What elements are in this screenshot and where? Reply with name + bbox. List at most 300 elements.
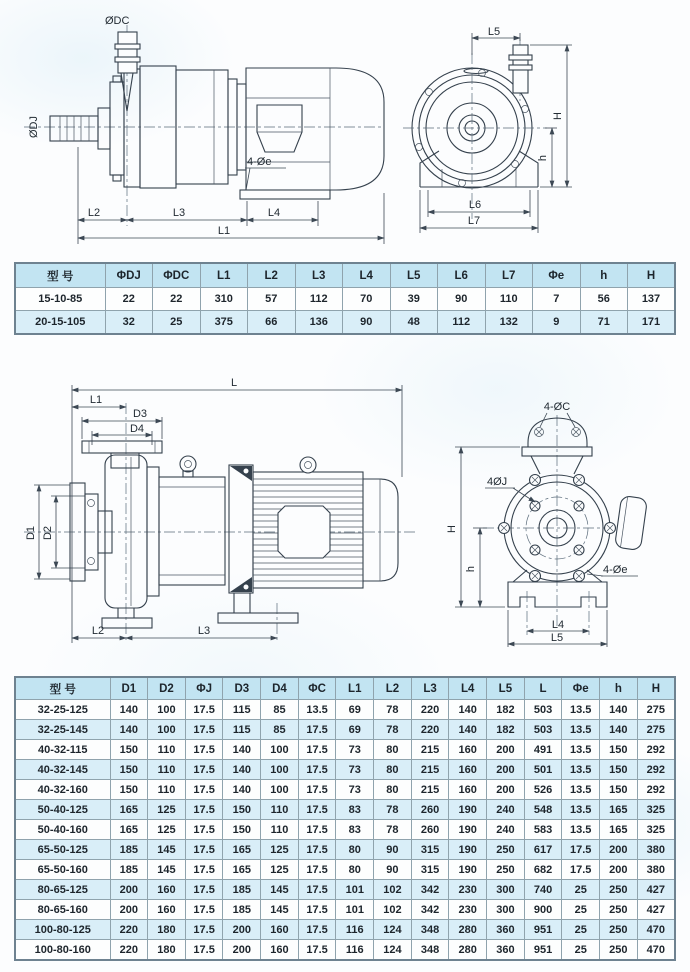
column-header: L7	[485, 263, 533, 288]
column-header: L2	[248, 263, 296, 288]
column-header: L1	[336, 677, 374, 700]
column-header: L2	[374, 677, 412, 700]
value-cell: 200	[487, 740, 525, 760]
value-cell: 250	[600, 880, 638, 900]
value-cell: 220	[110, 940, 148, 961]
value-cell: 150	[110, 780, 148, 800]
value-cell: 150	[110, 760, 148, 780]
value-cell: 145	[148, 840, 186, 860]
value-cell: 17.5	[185, 920, 223, 940]
value-cell: 215	[411, 760, 449, 780]
value-cell: 171	[628, 311, 676, 335]
value-cell: 13.5	[562, 820, 600, 840]
value-cell: 548	[524, 800, 562, 820]
dim-l4-label: L4	[267, 207, 281, 219]
value-cell: 73	[336, 760, 374, 780]
model-cell: 100-80-160	[15, 940, 110, 961]
value-cell: 342	[411, 880, 449, 900]
hub-holes-label: 4ØJ	[487, 476, 508, 488]
value-cell: 300	[487, 880, 525, 900]
model-cell: 32-25-125	[15, 700, 110, 720]
value-cell: 240	[487, 800, 525, 820]
value-cell: 900	[524, 900, 562, 920]
value-cell: 25	[562, 900, 600, 920]
flange-bolt-holes	[535, 428, 581, 437]
value-cell: 17.5	[185, 860, 223, 880]
lifting-eye-bolt	[180, 456, 196, 472]
value-cell: 427	[637, 880, 675, 900]
model-cell: 32-25-145	[15, 720, 110, 740]
value-cell: 220	[110, 920, 148, 940]
value-cell: 140	[110, 700, 148, 720]
value-cell: 13.5	[562, 760, 600, 780]
value-cell: 100	[261, 740, 299, 760]
table-row	[15, 700, 675, 720]
value-cell: 17.5	[298, 780, 336, 800]
value-cell: 150	[600, 780, 638, 800]
value-cell: 100	[148, 700, 186, 720]
column-header: D2	[148, 677, 186, 700]
value-cell: 501	[524, 760, 562, 780]
value-cell: 342	[411, 900, 449, 920]
value-cell: 190	[449, 820, 487, 840]
value-cell: 280	[449, 920, 487, 940]
pump-foot	[102, 618, 152, 628]
dim-l6-label: L6	[468, 199, 482, 211]
value-cell: 145	[148, 860, 186, 880]
header-row	[15, 677, 675, 700]
value-cell: 25	[153, 311, 201, 335]
dim-l-label: L	[230, 377, 238, 389]
value-cell: 250	[600, 900, 638, 920]
value-cell: 78	[374, 820, 412, 840]
value-cell: 112	[295, 288, 343, 311]
value-cell: 70	[343, 288, 391, 311]
value-cell: 73	[336, 780, 374, 800]
large-pump-side-view-drawing	[10, 375, 430, 655]
value-cell: 200	[487, 780, 525, 800]
value-cell: 140	[600, 700, 638, 720]
value-cell: 71	[580, 311, 628, 335]
value-cell: 17.5	[185, 840, 223, 860]
value-cell: 83	[336, 800, 374, 820]
value-cell: 165	[223, 840, 261, 860]
value-cell: 260	[411, 820, 449, 840]
value-cell: 56	[580, 288, 628, 311]
value-cell: 200	[487, 760, 525, 780]
value-cell: 150	[600, 760, 638, 780]
column-header: L3	[295, 263, 343, 288]
column-header: H	[628, 263, 676, 288]
model-cell: 100-80-125	[15, 920, 110, 940]
motor-nameplate	[278, 506, 330, 558]
value-cell: 80	[336, 840, 374, 860]
table-row	[15, 920, 675, 940]
value-cell: 73	[336, 740, 374, 760]
value-cell: 32	[105, 311, 153, 335]
column-header: D3	[223, 677, 261, 700]
value-cell: 115	[223, 720, 261, 740]
dim-d3-label: D3	[132, 408, 148, 420]
value-cell: 182	[487, 720, 525, 740]
column-header: L4	[449, 677, 487, 700]
small-pump-dimension-table	[14, 262, 676, 335]
value-cell: 17.5	[185, 700, 223, 720]
value-cell: 182	[487, 700, 525, 720]
value-cell: 17.5	[298, 920, 336, 940]
column-header: L4	[343, 263, 391, 288]
dim-l5-label: L5	[487, 26, 501, 38]
value-cell: 185	[110, 840, 148, 860]
discharge-dome	[528, 418, 587, 447]
motor-eye-bolt	[300, 457, 316, 473]
value-cell: 25	[562, 880, 600, 900]
value-cell: 160	[261, 940, 299, 961]
value-cell: 682	[524, 860, 562, 880]
value-cell: 80	[374, 740, 412, 760]
table-row	[15, 740, 675, 760]
value-cell: 951	[524, 920, 562, 940]
value-cell: 165	[223, 860, 261, 880]
value-cell: 100	[261, 760, 299, 780]
model-cell: 40-32-145	[15, 760, 110, 780]
value-cell: 165	[600, 800, 638, 820]
small-pump-front-view-drawing	[395, 5, 675, 255]
value-cell: 22	[105, 288, 153, 311]
phi-dj-label: ØDJ	[28, 116, 40, 138]
large-pump-dimension-table	[14, 676, 676, 961]
mounting-foot	[240, 190, 330, 199]
table-row	[15, 840, 675, 860]
value-cell: 17.5	[298, 880, 336, 900]
motor-foot	[218, 613, 298, 623]
value-cell: 17.5	[185, 880, 223, 900]
value-cell: 526	[524, 780, 562, 800]
value-cell: 39	[390, 288, 438, 311]
column-header: h	[580, 263, 628, 288]
dim-l4-label: L4	[551, 619, 565, 631]
value-cell: 25	[562, 920, 600, 940]
motor-body	[246, 68, 384, 190]
column-header: D1	[110, 677, 148, 700]
value-cell: 180	[148, 940, 186, 961]
value-cell: 100	[261, 780, 299, 800]
value-cell: 292	[637, 760, 675, 780]
value-cell: 250	[600, 940, 638, 961]
model-cell: 50-40-125	[15, 800, 110, 820]
column-header: 型 号	[15, 677, 110, 700]
value-cell: 292	[637, 780, 675, 800]
value-cell: 617	[524, 840, 562, 860]
value-cell: 140	[110, 720, 148, 740]
value-cell: 85	[261, 700, 299, 720]
discharge-pipe	[118, 32, 137, 73]
value-cell: 17.5	[185, 900, 223, 920]
value-cell: 66	[248, 311, 296, 335]
value-cell: 215	[411, 780, 449, 800]
table-row	[15, 800, 675, 820]
table-row	[15, 288, 675, 311]
model-cell: 65-50-125	[15, 840, 110, 860]
table-row	[15, 940, 675, 961]
value-cell: 25	[562, 940, 600, 961]
value-cell: 200	[110, 900, 148, 920]
value-cell: 13.5	[562, 740, 600, 760]
column-header: L5	[487, 677, 525, 700]
value-cell: 100	[148, 720, 186, 740]
column-header: Φe	[533, 263, 581, 288]
column-header: L1	[200, 263, 248, 288]
value-cell: 315	[411, 840, 449, 860]
value-cell: 230	[449, 880, 487, 900]
dim-h-base-label: h	[537, 154, 549, 162]
value-cell: 116	[336, 920, 374, 940]
value-cell: 102	[374, 880, 412, 900]
flange-holes-label: 4-ØC	[543, 401, 571, 413]
model-cell: 50-40-160	[15, 820, 110, 840]
value-cell: 190	[449, 860, 487, 880]
value-cell: 83	[336, 820, 374, 840]
value-cell: 124	[374, 940, 412, 961]
value-cell: 140	[223, 760, 261, 780]
value-cell: 491	[524, 740, 562, 760]
value-cell: 325	[637, 800, 675, 820]
value-cell: 190	[449, 840, 487, 860]
dim-l3-label: L3	[197, 625, 211, 637]
value-cell: 17.5	[185, 780, 223, 800]
value-cell: 200	[600, 840, 638, 860]
value-cell: 348	[411, 920, 449, 940]
table-row	[15, 880, 675, 900]
dim-d4-label: D4	[129, 423, 145, 435]
value-cell: 17.5	[562, 840, 600, 860]
value-cell: 180	[148, 920, 186, 940]
value-cell: 7	[533, 288, 581, 311]
model-cell: 80-65-125	[15, 880, 110, 900]
value-cell: 275	[637, 700, 675, 720]
value-cell: 360	[487, 940, 525, 961]
value-cell: 78	[374, 720, 412, 740]
value-cell: 115	[223, 700, 261, 720]
value-cell: 90	[343, 311, 391, 335]
table-row	[15, 780, 675, 800]
value-cell: 17.5	[298, 860, 336, 880]
value-cell: 375	[200, 311, 248, 335]
value-cell: 78	[374, 700, 412, 720]
value-cell: 200	[110, 880, 148, 900]
value-cell: 125	[148, 820, 186, 840]
value-cell: 160	[449, 740, 487, 760]
value-cell: 9	[533, 311, 581, 335]
dim-l5-label: L5	[550, 632, 564, 644]
value-cell: 124	[374, 920, 412, 940]
value-cell: 310	[200, 288, 248, 311]
model-cell: 80-65-160	[15, 900, 110, 920]
dim-d2-label: D2	[42, 525, 54, 541]
value-cell: 17.5	[298, 740, 336, 760]
value-cell: 13.5	[298, 700, 336, 720]
value-cell: 150	[600, 740, 638, 760]
value-cell: 190	[449, 800, 487, 820]
value-cell: 101	[336, 900, 374, 920]
top-slot	[464, 69, 488, 74]
value-cell: 17.5	[185, 760, 223, 780]
value-cell: 145	[261, 880, 299, 900]
value-cell: 78	[374, 800, 412, 820]
value-cell: 17.5	[298, 820, 336, 840]
model-cell: 40-32-115	[15, 740, 110, 760]
value-cell: 951	[524, 940, 562, 961]
column-header: H	[637, 677, 675, 700]
value-cell: 17.5	[185, 800, 223, 820]
value-cell: 160	[449, 780, 487, 800]
value-cell: 125	[261, 840, 299, 860]
value-cell: 125	[148, 800, 186, 820]
value-cell: 470	[637, 940, 675, 961]
value-cell: 292	[637, 740, 675, 760]
value-cell: 17.5	[298, 940, 336, 961]
value-cell: 160	[148, 880, 186, 900]
value-cell: 140	[223, 740, 261, 760]
value-cell: 17.5	[298, 840, 336, 860]
value-cell: 13.5	[562, 700, 600, 720]
value-cell: 200	[223, 920, 261, 940]
value-cell: 17.5	[185, 820, 223, 840]
value-cell: 165	[600, 820, 638, 840]
value-cell: 280	[449, 940, 487, 961]
dim-l2-label: L2	[91, 625, 105, 637]
dim-h-total-label: H	[552, 112, 564, 120]
value-cell: 583	[524, 820, 562, 840]
small-pump-side-view-drawing	[10, 5, 390, 255]
column-header: L5	[390, 263, 438, 288]
value-cell: 13.5	[562, 720, 600, 740]
value-cell: 380	[637, 840, 675, 860]
column-header: ΦDJ	[105, 263, 153, 288]
value-cell: 220	[411, 700, 449, 720]
value-cell: 315	[411, 860, 449, 880]
value-cell: 160	[261, 920, 299, 940]
value-cell: 85	[261, 720, 299, 740]
value-cell: 69	[336, 720, 374, 740]
value-cell: 136	[295, 311, 343, 335]
value-cell: 150	[223, 820, 261, 840]
value-cell: 132	[485, 311, 533, 335]
column-header: D4	[261, 677, 299, 700]
bearing-frame	[159, 477, 225, 585]
value-cell: 140	[600, 720, 638, 740]
table-row	[15, 760, 675, 780]
value-cell: 80	[374, 780, 412, 800]
column-header: L3	[411, 677, 449, 700]
value-cell: 348	[411, 940, 449, 961]
base-pedestal	[508, 582, 607, 607]
value-cell: 80	[374, 760, 412, 780]
value-cell: 140	[449, 720, 487, 740]
column-header: ΦJ	[185, 677, 223, 700]
column-header: ΦDC	[153, 263, 201, 288]
value-cell: 17.5	[298, 720, 336, 740]
column-header: 型 号	[15, 263, 105, 288]
table-row	[15, 860, 675, 880]
value-cell: 101	[336, 880, 374, 900]
model-cell: 65-50-160	[15, 860, 110, 880]
column-header: L6	[438, 263, 486, 288]
large-pump-front-view-drawing	[435, 385, 675, 655]
model-cell: 40-32-160	[15, 780, 110, 800]
dim-l1-label: L1	[217, 225, 231, 237]
dim-l2-label: L2	[87, 207, 101, 219]
column-header: ΦC	[298, 677, 336, 700]
model-cell: 15-10-85	[15, 288, 105, 311]
value-cell: 90	[374, 840, 412, 860]
value-cell: 325	[637, 820, 675, 840]
dim-h-base-label: h	[465, 565, 477, 573]
value-cell: 13.5	[562, 780, 600, 800]
value-cell: 17.5	[298, 900, 336, 920]
value-cell: 427	[637, 900, 675, 920]
value-cell: 300	[487, 900, 525, 920]
value-cell: 200	[223, 940, 261, 961]
side-flange-box	[615, 495, 648, 550]
value-cell: 165	[110, 800, 148, 820]
value-cell: 380	[637, 860, 675, 880]
value-cell: 22	[153, 288, 201, 311]
value-cell: 160	[449, 760, 487, 780]
value-cell: 250	[600, 920, 638, 940]
column-header: h	[600, 677, 638, 700]
value-cell: 110	[261, 800, 299, 820]
value-cell: 150	[110, 740, 148, 760]
value-cell: 110	[148, 780, 186, 800]
dim-l1-label: L1	[89, 394, 103, 406]
terminal-box	[257, 105, 302, 152]
value-cell: 250	[487, 860, 525, 880]
value-cell: 17.5	[185, 940, 223, 961]
value-cell: 110	[485, 288, 533, 311]
value-cell: 145	[261, 900, 299, 920]
dim-d1-label: D1	[25, 525, 37, 541]
value-cell: 125	[261, 860, 299, 880]
table-row	[15, 720, 675, 740]
value-cell: 80	[336, 860, 374, 880]
value-cell: 110	[261, 820, 299, 840]
value-cell: 17.5	[562, 860, 600, 880]
value-cell: 110	[148, 740, 186, 760]
phi-dc-label: ØDC	[105, 15, 130, 27]
value-cell: 137	[628, 288, 676, 311]
value-cell: 140	[223, 780, 261, 800]
value-cell: 185	[223, 900, 261, 920]
dim-l7-label: L7	[467, 215, 481, 227]
value-cell: 250	[487, 840, 525, 860]
value-cell: 165	[110, 820, 148, 840]
column-header: Φe	[562, 677, 600, 700]
value-cell: 69	[336, 700, 374, 720]
value-cell: 17.5	[185, 740, 223, 760]
value-cell: 17.5	[298, 760, 336, 780]
value-cell: 102	[374, 900, 412, 920]
table-row	[15, 820, 675, 840]
value-cell: 48	[390, 311, 438, 335]
model-cell: 20-15-105	[15, 311, 105, 335]
value-cell: 220	[411, 720, 449, 740]
value-cell: 150	[223, 800, 261, 820]
foot-holes-label: 4-Øe	[603, 564, 628, 576]
dim-l3-label: L3	[172, 207, 186, 219]
value-cell: 17.5	[298, 800, 336, 820]
value-cell: 275	[637, 720, 675, 740]
